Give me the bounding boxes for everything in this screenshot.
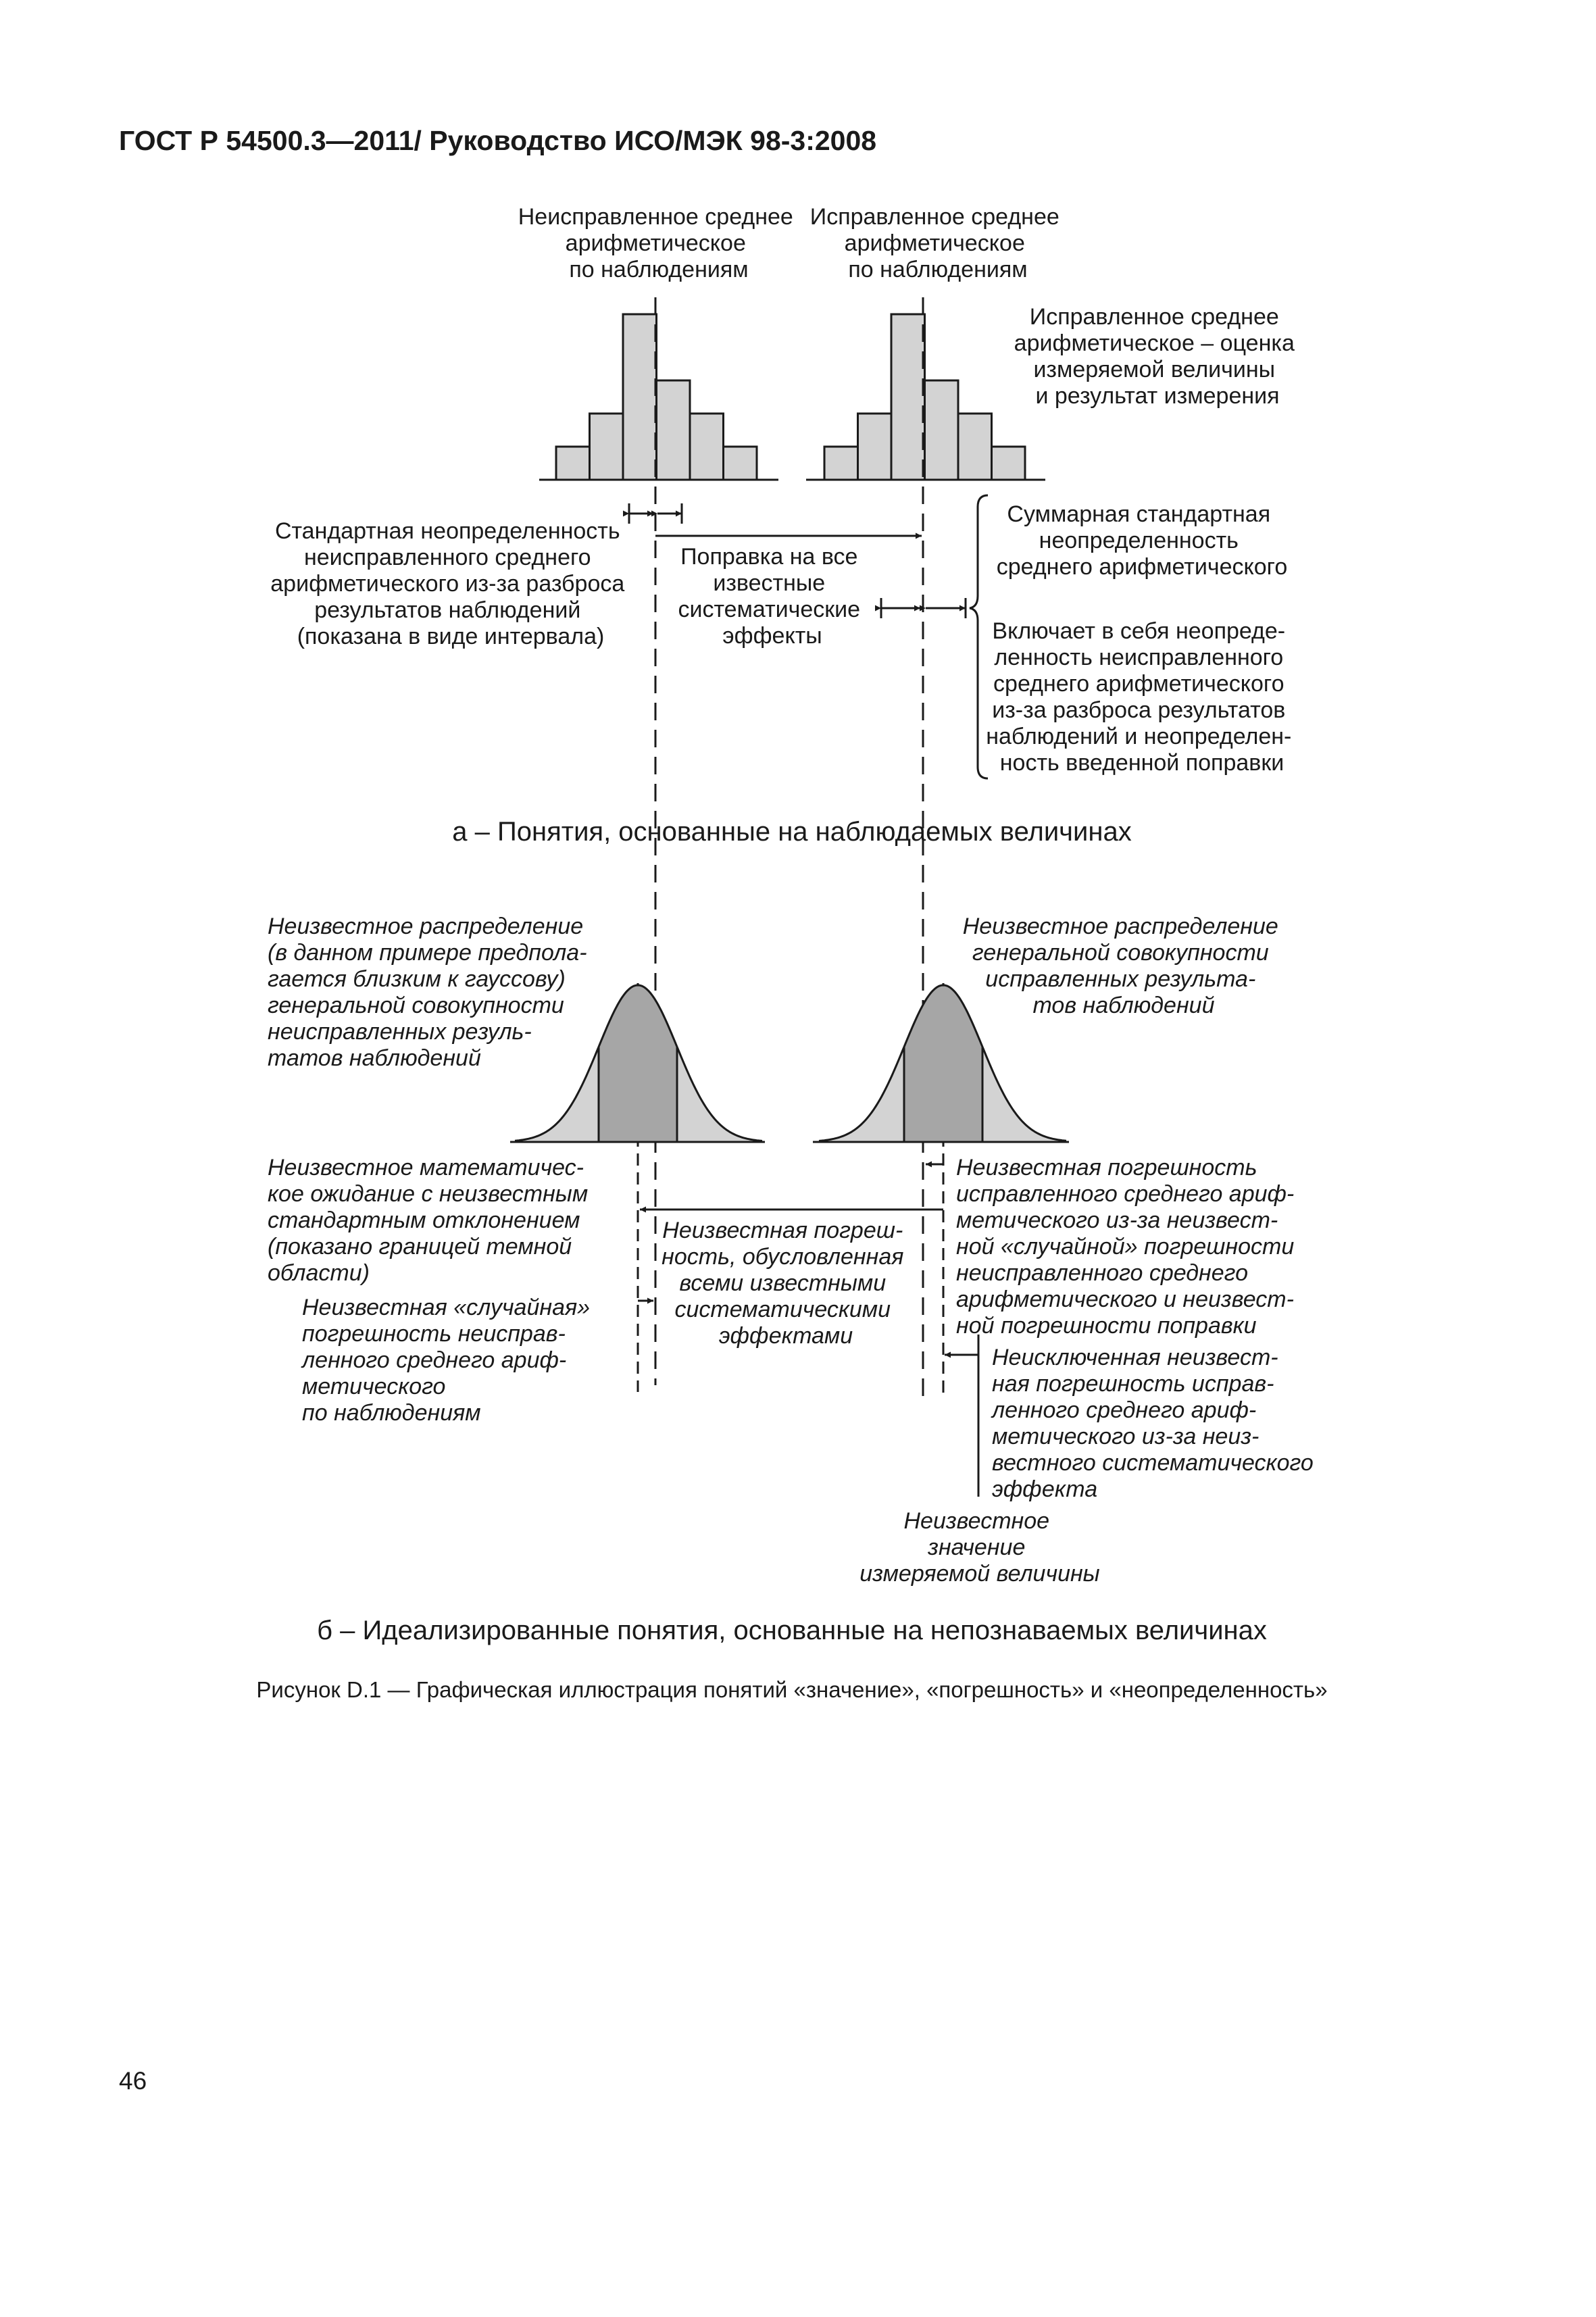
figure-caption: Рисунок D.1 — Графическая иллюстрация понятий «значение», «погрешность» и «неопределенность» <box>256 1677 1328 1702</box>
header-title: ГОСТ Р 54500.3—2011/ Руководство ИСО/МЭК 98-3:2008 <box>119 125 877 156</box>
subtitle-b: б – Идеализированные понятия, основанные на непознаваемых величинах <box>317 1616 1267 1645</box>
label-estimate: Исправленное среднее арифметическое – оценка измеряемой величины и результат измерения <box>1014 304 1295 409</box>
label-residual-error: Неисключенная неизвест- ная погрешность исправ- ленного среднего ариф- метического из-за неиз- вестного систематического эффекта <box>992 1345 1314 1502</box>
brace <box>970 495 988 778</box>
label-corrected-error: Неизвестная погрешность исправленного среднего ариф- метического из-за неизвест- ной «случайной» погрешности неисправленного среднего арифметического и неизвест- ной погрешности поправки <box>956 1155 1295 1339</box>
label-correction: Поправка на все известные систематические эффекты <box>678 544 861 649</box>
label-corrected-mean: Исправленное среднее арифметическое по наблюдениям <box>809 204 1059 282</box>
histogram-bar <box>891 314 925 480</box>
histogram-bar <box>958 414 992 480</box>
label-std-uncertainty: Стандартная неопределенность неисправленного среднего арифметического из-за разброса результатов наблюдений (показана в виде интервала) <box>270 518 625 649</box>
label-unknown-expectation: Неизвестное математичес- кое ожидание с неизвестным стандартным отклонением (показано границей темной области) <box>268 1155 589 1286</box>
histogram-bar <box>690 414 724 480</box>
label-combined-uncertainty: Суммарная стандартная неопределенность среднего арифметического <box>996 501 1288 580</box>
label-unknown-distribution-right: Неизвестное распределение генеральной совокупности исправленных результа- тов наблюдений <box>962 914 1278 1018</box>
histogram-bar <box>657 380 691 480</box>
histogram-bar <box>556 447 590 480</box>
page-number: 46 <box>119 2067 147 2095</box>
label-uncorrected-mean: Неисправленное среднее арифметическое по наблюдениям <box>518 204 793 282</box>
label-random-error: Неизвестная «случайная» погрешность неиспрaв- ленного среднего ариф- метического по наблюдениям <box>302 1295 591 1426</box>
histogram-bar <box>724 447 757 480</box>
label-unknown-distribution-left: Неизвестное распределение (в данном примере предпола- гается близким к гауссову) генеральной совокупности неисправленных резуль- татов наблюдений <box>268 914 587 1071</box>
label-true-value: Неизвестное значение измеряемой величины <box>859 1508 1100 1587</box>
histogram-bar <box>824 447 858 480</box>
histogram-bar <box>623 314 657 480</box>
distribution-corrected <box>813 985 1069 1142</box>
histogram-bar <box>858 414 892 480</box>
subtitle-a: а – Понятия, основанные на наблюдаемых величинах <box>452 817 1132 847</box>
histogram-bar <box>992 447 1026 480</box>
histogram-bar <box>925 380 959 480</box>
label-systematic-error: Неизвестная погреш- ность, обусловленная всеми известными систематическими эффектами <box>662 1218 904 1349</box>
histogram-corrected <box>824 314 1025 480</box>
label-includes: Включает в себя неопреде- ленность неисправленного среднего арифметического из-за разброса результатов наблюдений и неопределен- ность введенной поправки <box>986 618 1292 776</box>
histogram-bar <box>590 414 624 480</box>
